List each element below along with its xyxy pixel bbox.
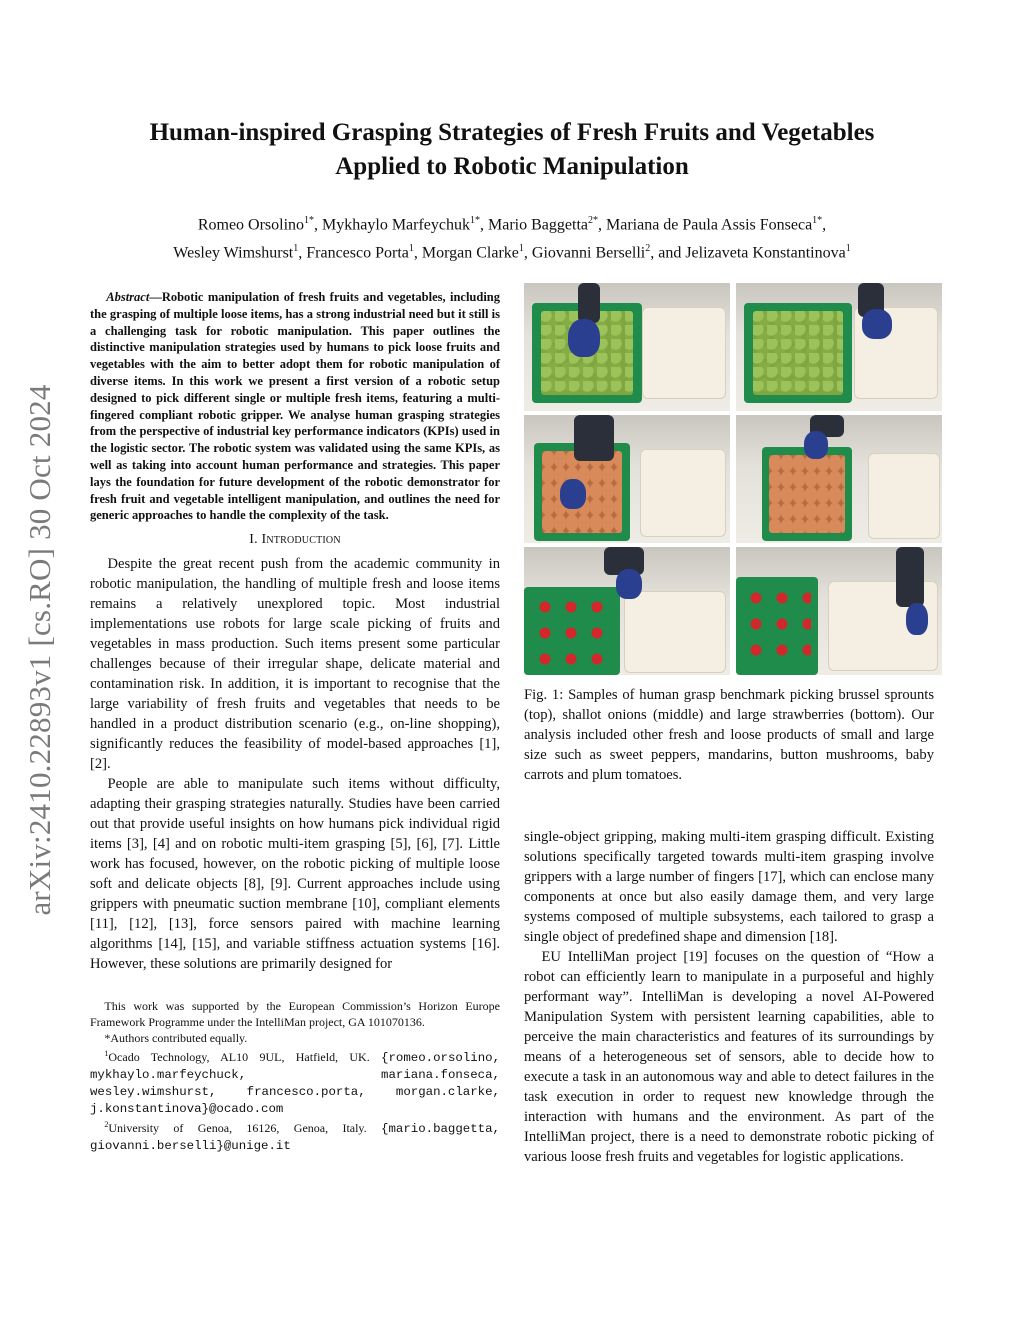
- author-separator: ,: [413, 244, 422, 262]
- author-affiliation: 1*: [470, 215, 481, 226]
- author-name: Jelizaveta Konstantinova: [685, 244, 846, 262]
- photo-shallots-1: [524, 415, 730, 543]
- author-name: Francesco Porta: [306, 244, 409, 262]
- blue-glove: [906, 603, 928, 635]
- right-column: [524, 283, 934, 1167]
- photo-brussels-sprouts-1: [524, 283, 730, 411]
- affiliation-2-text: University of Genoa, 16126, Genoa, Italy.: [108, 1121, 367, 1136]
- author-line-2: [80, 237, 944, 265]
- blue-glove: [862, 309, 892, 339]
- photo-shallots-2: [736, 415, 942, 543]
- author-affiliation: 1: [293, 243, 299, 255]
- arxiv-stamp: [20, 355, 60, 945]
- section-title: Introduction: [261, 532, 341, 548]
- left-column: [90, 289, 500, 1154]
- author-affiliation: 1: [408, 243, 414, 255]
- author-name: Wesley Wimshurst: [173, 244, 294, 262]
- affiliation-1-text: Ocado Technology, AL10 9UL, Hatfield, UK.: [108, 1050, 370, 1065]
- author-line-1: [80, 209, 944, 237]
- author-separator: ,: [523, 244, 532, 262]
- packaging-tray: [640, 449, 726, 537]
- crate-contents: [743, 585, 812, 667]
- author-separator: ,: [822, 216, 827, 234]
- footnote-affiliation-1: [90, 1046, 500, 1117]
- right-column-body: [524, 827, 934, 1167]
- photo-strawberries-2: [736, 547, 942, 675]
- green-crate: [744, 303, 852, 403]
- author-list: [80, 209, 944, 266]
- arm-sleeve: [574, 415, 614, 461]
- author-separator: , and: [650, 244, 686, 262]
- author-name: Mariana de Paula Assis Fonseca: [605, 216, 813, 234]
- right-paragraph-2: EU IntelliMan project [19] focuses on the question of “How a robot can efficiently learn to manipulate in a purposeful and highly performant way”. IntelliMan is developing a novel AI-Powered Manipulation System with persistent learning capabilities, able to perceive the main characteristics and features of its surroundings by means of a heterogeneous set of sensors, able to decide how to execute a task in an autonomous way and able to detect failures in the task execution in order to request new knowledge through the interaction with humans and the environment. As part of the IntelliMan project, there is a need to demonstrate robotic picking of various loose fresh fruits and vegetables for logistic applications.: [524, 949, 934, 1165]
- footnote-equal-contribution: *Authors contributed equally.: [104, 1031, 248, 1046]
- blue-glove: [560, 479, 586, 509]
- blue-glove: [616, 569, 642, 599]
- packaging-tray: [642, 307, 726, 399]
- figure-1-grid: [524, 283, 942, 675]
- right-paragraph-1: single-object gripping, making multi-item grasping difficult. Existing solutions specifically targeted towards multi-item grasping involve grippers with a large number of fingers [17], which can enclose many components at once but also easily damage them, and very large systems composed of multiple subsystems, each tailored to grasp a single object of predefined shape and dimension [18].: [524, 829, 934, 945]
- affiliation-2-emails: {mario.baggetta, giovanni.berselli}@unige.it: [90, 1122, 500, 1154]
- footnote-support: This work was supported by the European Commission’s Horizon Europe Framework Programme under the IntelliMan project, GA 101070136.: [90, 999, 500, 1030]
- abstract-dash: —: [149, 290, 162, 304]
- author-separator: ,: [480, 216, 489, 234]
- arm-sleeve: [578, 283, 600, 323]
- crate-contents: [769, 455, 845, 534]
- author-name: Mykhaylo Marfeychuk: [322, 216, 471, 234]
- photo-strawberries-1: [524, 547, 730, 675]
- section-heading-introduction: [90, 532, 500, 548]
- author-affiliation: 1*: [304, 215, 315, 226]
- blue-glove: [568, 319, 600, 357]
- author-affiliation: 1*: [812, 215, 823, 226]
- affiliation-2-mark: 2: [104, 1120, 109, 1130]
- author-separator: ,: [298, 244, 307, 262]
- author-affiliation: 1: [518, 243, 524, 255]
- footnotes: [90, 998, 500, 1154]
- photo-brussels-sprouts-2: [736, 283, 942, 411]
- green-crate: [736, 577, 818, 675]
- intro-paragraph-2: People are able to manipulate such items without difficulty, adapting their grasping strategies naturally. Studies have been carried out that provide useful insights on how humans pick individual rigid items [3], [4] and on robotic multi-item grasping [5], [6], [7]. Little work has focused, however, on the robotic picking of multiple loose soft and delicate objects [8], [9]. Current approaches include using grippers with pneumatic suction membrane [10], compliant elements [11], [12], [13], force sensors paired with machine learning algorithms [14], [15], and variable stiffness actuation systems [16]. However, these solutions are primarily designed for: [90, 776, 500, 973]
- author-name: Romeo Orsolino: [197, 216, 305, 234]
- packaging-tray: [868, 453, 940, 539]
- abstract: [90, 289, 500, 524]
- crate-contents: [753, 311, 844, 395]
- figure-1-caption: Fig. 1: Samples of human grasp benchmark picking brussel sprounts (top), shallot onions (middle) and large strawberries (bottom). Our analysis included other fresh and loose products of small and large size such as sweet peppers, mandarins, button mushrooms, baby carrots and plum tomatoes.: [524, 687, 934, 783]
- packaging-tray: [624, 591, 726, 673]
- author-name: Mario Baggetta: [488, 216, 588, 234]
- footnote-affiliation-2: [90, 1117, 500, 1154]
- intro-paragraph-1: Despite the great recent push from the academic community in robotic manipulation, the handling of multiple fresh and loose items remains a relatively unexplored topic. Most industrial implementations use robots for large scale picking of fruits and vegetables in mass production. Such items present some particular challenges because of their irregular shape, delicate material and contamination risk. In addition, it is important to recognise that the large variability of fresh fruits and vegetables that needs to be handled in a product distribution scenario (e.g., on-line shopping), significantly reduces the feasibility of model-based approaches [1], [2].: [90, 556, 500, 773]
- author-separator: ,: [314, 216, 323, 234]
- author-affiliation: 2*: [587, 215, 598, 226]
- arxiv-stamp-text: arXiv:2410.22893v1 [cs.RO] 30 Oct 2024: [22, 384, 57, 916]
- arm-sleeve: [896, 547, 924, 607]
- author-separator: ,: [597, 216, 606, 234]
- section-number: I.: [249, 532, 262, 548]
- author-affiliation: 1: [845, 243, 851, 255]
- abstract-text: Robotic manipulation of fresh fruits and vegetables, including the grasping of multiple loose items, has a strong industrial need but it still is a challenging task for robotic manipulation. This paper outlines the distinctive manipulation strategies used by humans to pick loose fruits and vegetables with the aim to better adopt them for robotic manipulation of diverse items. In this work we present a first version of a robotic setup designed to pick different single or multiple fresh items, featuring a multi-fingered compliant robotic gripper. We analyse human grasping strategies from the perspective of industrial key performance indicators (KPIs) used in the logistic sector. The robotic system was validated using the same KPIs, as well as taking into account human performance and strategies. This paper lays the foundation for future development of the robotic demonstrator for fresh fruit and vegetable intelligent manipulation, and outlines the need for generic approaches to handle the complexity of the task.: [90, 290, 500, 523]
- green-crate: [762, 447, 852, 541]
- author-name: Morgan Clarke: [421, 244, 519, 262]
- affiliation-1-emails: {romeo.orsolino, mykhaylo.marfeychuck, mariana.fonseca, wesley.wimshurst, francesco.porta, morgan.clarke, j.konstantinova}@ocado.com: [90, 1051, 501, 1117]
- paper-title: [80, 116, 944, 184]
- affiliation-1-mark: 1: [104, 1049, 109, 1059]
- crate-contents: [532, 594, 613, 668]
- blue-glove: [804, 431, 828, 459]
- title-line-1: Human-inspired Grasping Strategies of Fresh Fruits and Vegetables: [149, 119, 875, 146]
- title-line-2: Applied to Robotic Manipulation: [335, 153, 689, 180]
- green-crate: [524, 587, 620, 675]
- author-name: Giovanni Berselli: [531, 244, 646, 262]
- abstract-label: Abstract: [106, 290, 150, 304]
- author-affiliation: 2: [645, 243, 651, 255]
